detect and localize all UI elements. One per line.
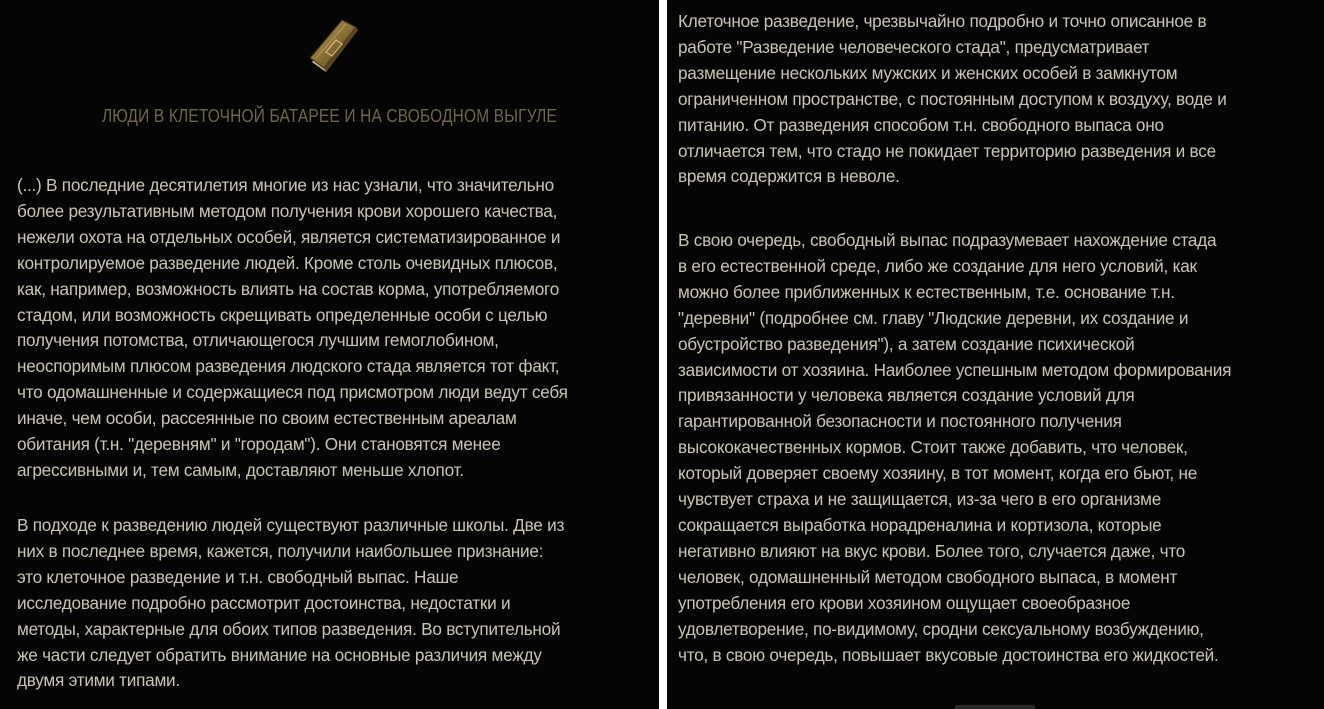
entry-paragraph-1: (...) В последние десятилетия многие из нас узнали, что значительно более результативным методом получения крови хорошего качества, нежели охота на отдельных особей, является систематизированное и контролируемое разведение людей. Кроме столь очевидных плюсов, как, например, возможность влиять на состав корма, употребляемого стадом, или возможность скрещивать определенные особи с целью получения потомства, отличающегося лучшим гемоглобином, неоспоримым плюсом разведения людского стада является тот факт, что одомашненные и содержащиеся под присмотром люди ведут себя иначе, чем особи, рассеянные по своим естественным ареалам обитания (т.н. "деревням" и "городам"). Они становятся менее агрессивными и, тем самым, доставляют меньше хлопот. [17,175,568,480]
book-icon [306,18,364,78]
page-divider [659,0,667,709]
journal-page-left [0,0,659,709]
entry-paragraph-2: В подходе к разведению людей существуют различные школы. Две из них в последнее время, кажется, получили наибольшее признание: это клеточное разведение и т.н. свободный выпас. Наше исследование подробно рассмотрит достоинства, недостатки и методы, характерные для обоих типов разведения. Во вступительной же части следует обратить внимание на основные различия между двумя этими типами. [17,515,565,691]
entry-title: ЛЮДИ В КЛЕТОЧНОЙ БАТАРЕЕ И НА СВОБОДНОМ ВЫГУЛЕ [101,106,558,126]
scroll-indicator[interactable] [955,705,1035,709]
entry-paragraph-3: Клеточное разведение, чрезвычайно подробно и точно описанное в работе "Разведение человеческого стада", предусматривает размещение нескольких мужских и женских особей в замкнутом ограниченном пространстве, с постоянным доступом к воздуху, воде и питанию. От разведения способом т.н. свободного выпаса оно отличается тем, что стадо не покидает территорию разведения и все время содержится в неволе. [678,11,1227,187]
journal-page-right[interactable] [667,0,1324,709]
entry-paragraph-4: В свою очередь, свободный выпас подразумевает нахождение стада в его естественной среде, либо же создание для него условий, как можно более приближенных к естественным, т.е. основание т.н. "деревни" (подробнее см. главу "Людские деревни, их создание и обустройство разведения"), а затем создание психической зависимости от хозяина. Наиболее успешным методом формирования привязанности у человека является создание условий для гарантированной безопасности и постоянного получения высококачественных кормов. Стоит также добавить, что человек, который доверяет своему хозяину, в тот момент, когда его бьют, не чувствует страха и не защищается, из-за чего в его организме сокращается выработка норадреналина и кортизола, которые негативно влияют на вкус крови. Более того, случается даже, что человек, одомашненный методом свободного выпаса, в момент употребления его крови хозяином ощущает своеобразное удовлетворение, по-видимому, сродни сексуальному возбуждению, что, в свою очередь, повышает вкусовые достоинства его жидкостей. [678,230,1232,665]
